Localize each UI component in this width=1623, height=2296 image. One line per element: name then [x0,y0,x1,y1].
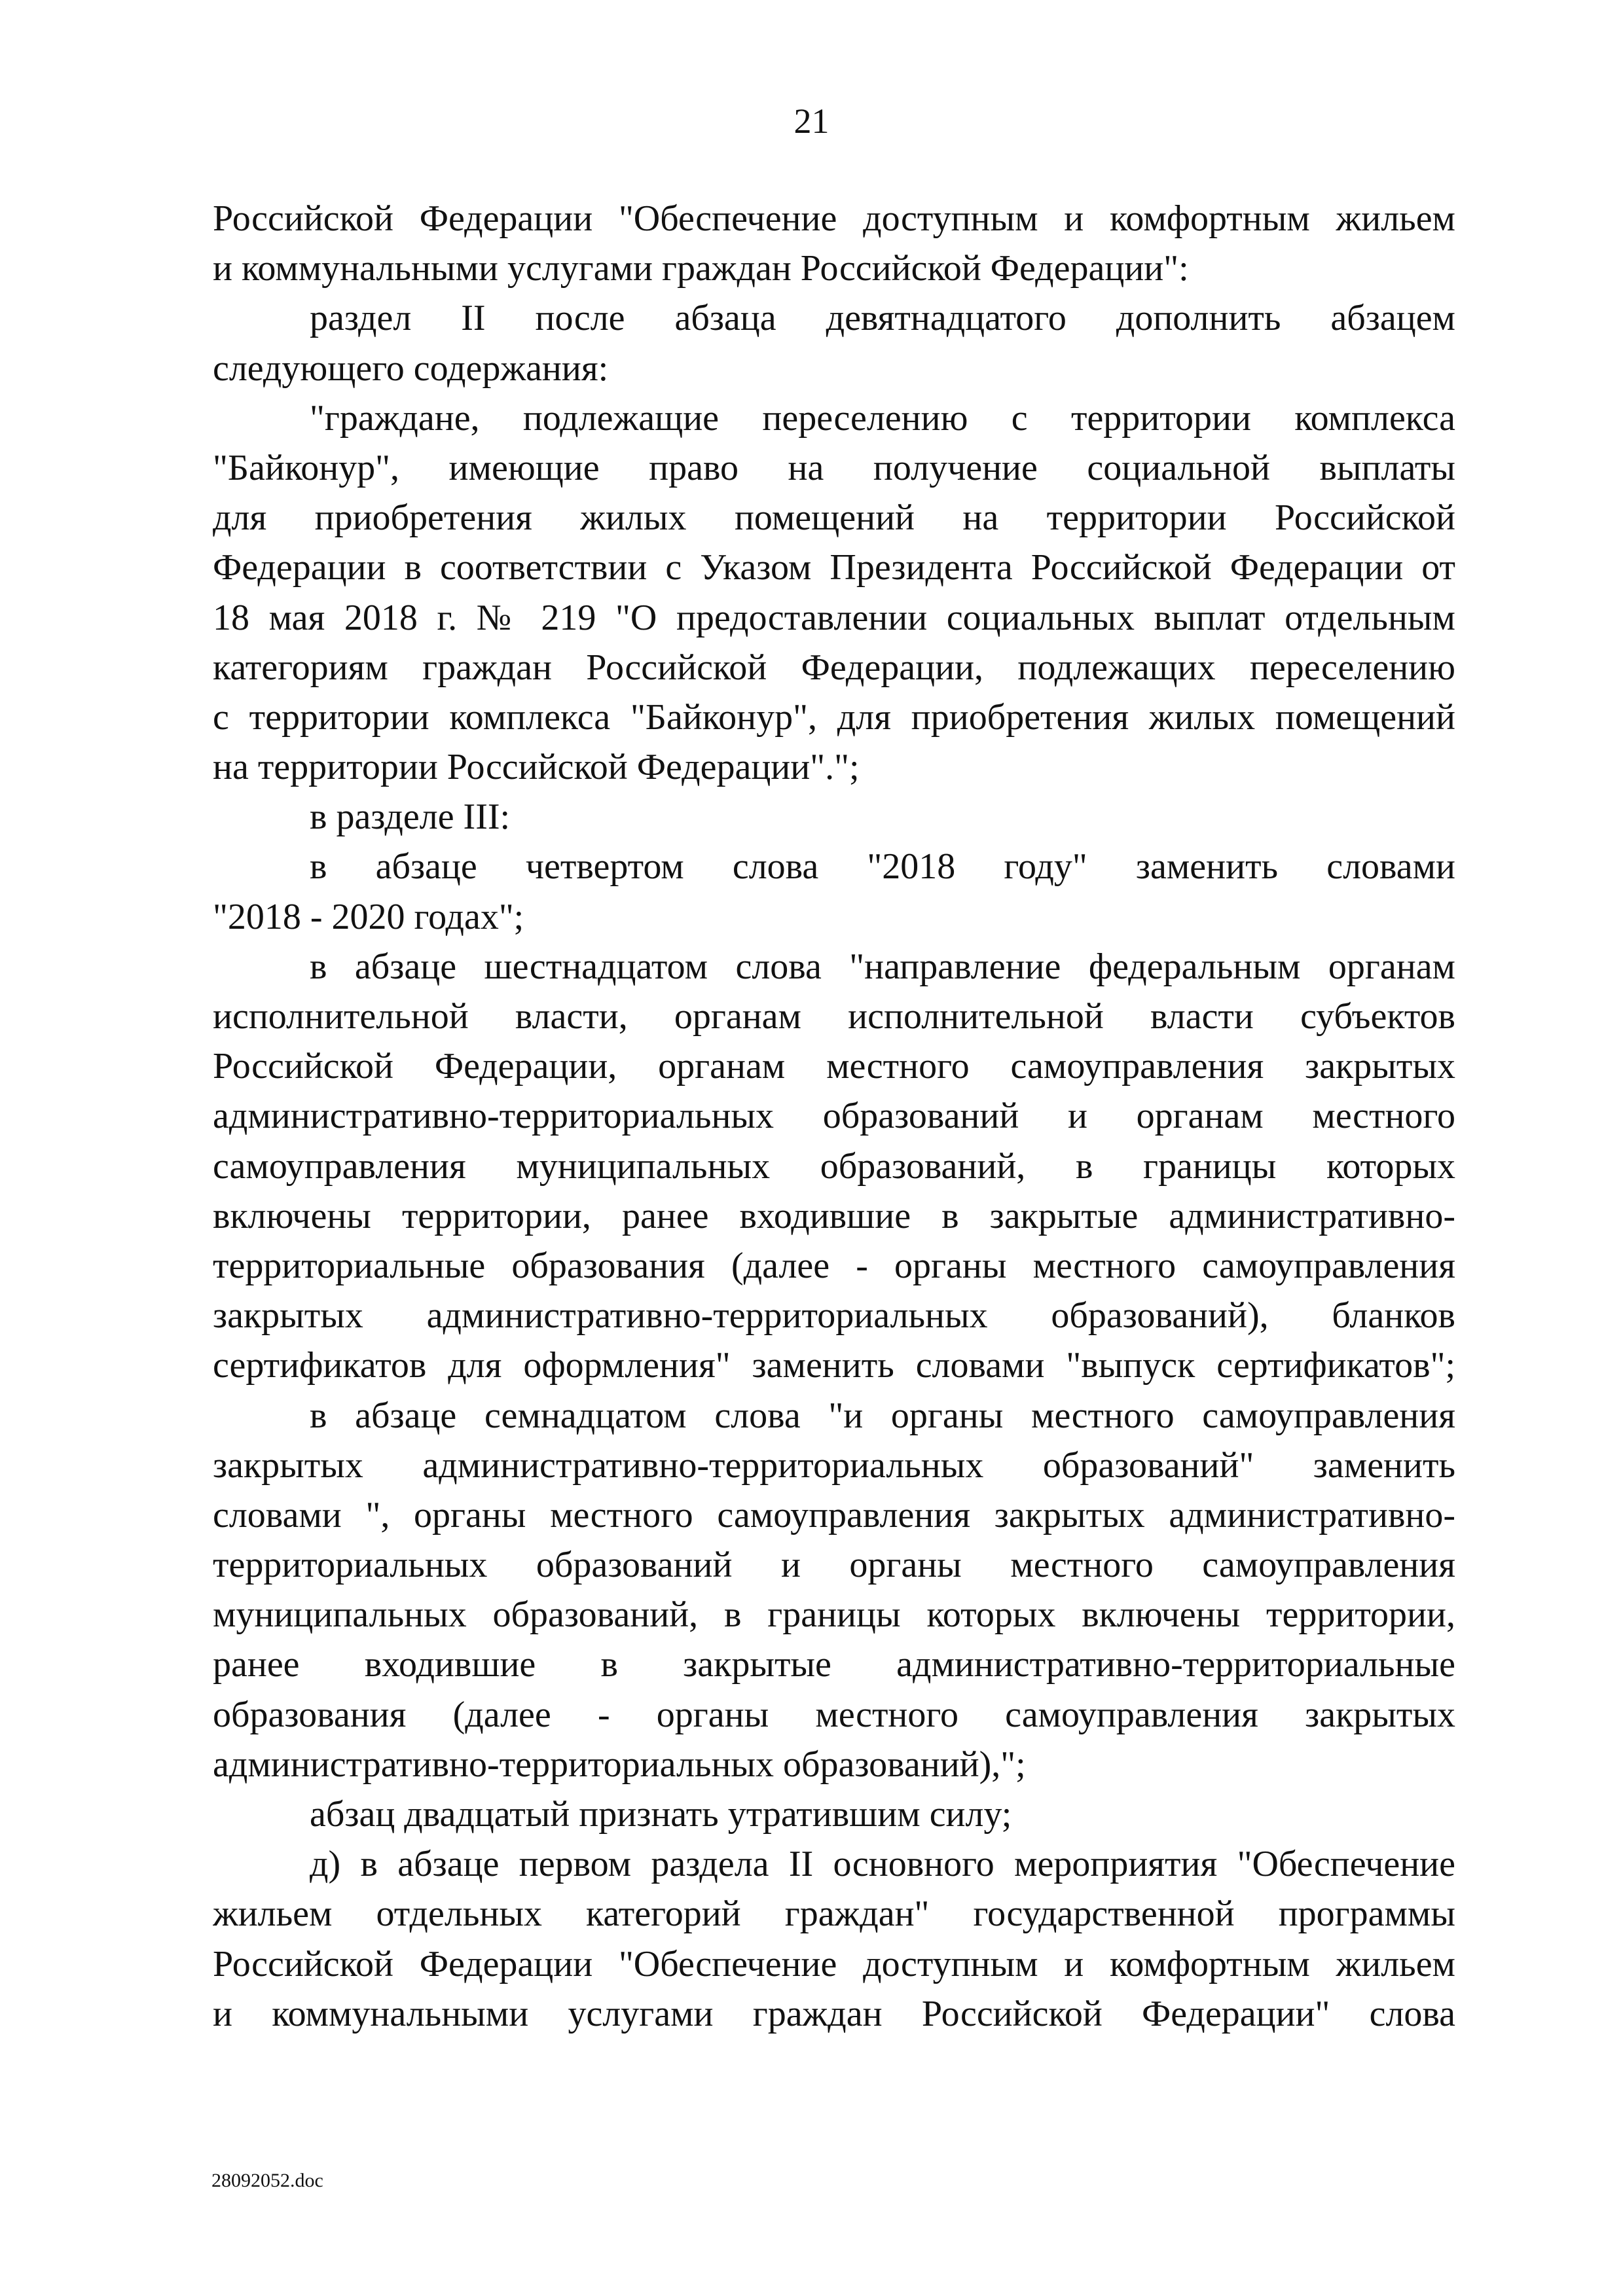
text-line: образования (далее - органы местного самоуправления закрытых [213,1694,1455,1735]
text-line: абзац двадцатый признать утратившим силу; [310,1794,1012,1835]
text-line: на территории Российской Федерации"."; [213,747,860,788]
document-body [213,194,1455,2039]
text-line: муниципальных образований, в границы которых включены территории, [213,1594,1455,1636]
text-line: самоуправления муниципальных образований, в границы которых [213,1145,1455,1187]
text-line: и коммунальными услугами граждан Российской Федерации": [213,248,1189,289]
footer-filename: 28092052.doc [211,2170,323,2191]
text-line: исполнительной власти, органам исполнительной власти субъектов [213,996,1455,1037]
text-line: сертификатов для оформления" заменить словами "выпуск сертификатов"; [213,1345,1455,1386]
text-line: ранее входившие в закрытые административно-территориальные [213,1644,1455,1685]
text-line: для приобретения жилых помещений на территории Российской [213,497,1455,539]
text-line: и коммунальными услугами граждан Российской Федерации" слова [213,1993,1455,2034]
text-line: закрытых административно-территориальных образований), бланков [213,1295,1455,1336]
text-line: территориальных образований и органы местного самоуправления [213,1545,1455,1586]
text-line: "2018 - 2020 годах"; [213,896,524,937]
text-line: Российской Федерации "Обеспечение доступным и комфортным жильем [213,198,1455,239]
text-line: Российской Федерации "Обеспечение доступным и комфортным жильем [213,1943,1455,1984]
text-line: закрытых административно-территориальных образований" заменить [213,1444,1455,1486]
text-line: "Байконур", имеющие право на получение социальной выплаты [213,447,1455,488]
text-line: раздел II после абзаца девятнадцатого дополнить абзацем [310,298,1455,339]
text-line: административно-территориальных образований),"; [213,1744,1026,1785]
text-line: Федерации в соответствии с Указом Президента Российской Федерации от [213,547,1455,588]
text-line: включены территории, ранее входившие в закрытые административно- [213,1195,1455,1236]
text-line: жильем отдельных категорий граждан" государственной программы [213,1893,1455,1935]
text-line: в разделе III: [310,797,511,838]
text-line: в абзаце семнадцатом слова "и органы местного самоуправления [310,1395,1455,1436]
text-line: в абзаце шестнадцатом слова "направление федеральным органам [310,946,1455,987]
text-line: категориям граждан Российской Федерации, подлежащих переселению [213,647,1455,688]
text-line: следующего содержания: [213,348,609,389]
text-line: территориальные образования (далее - органы местного самоуправления [213,1245,1455,1286]
text-line: с территории комплекса "Байконур", для приобретения жилых помещений [213,696,1455,738]
page-number: 21 [793,101,830,141]
text-line: в абзаце четвертом слова "2018 году" заменить словами [310,846,1455,888]
text-line: административно-территориальных образований и органам местного [213,1096,1455,1137]
text-line: 18 мая 2018 г. № 219 "О предоставлении социальных выплат отдельным [213,597,1455,638]
text-line: "граждане, подлежащие переселению с территории комплекса [310,397,1455,439]
text-line: д) в абзаце первом раздела II основного мероприятия "Обеспечение [310,1844,1455,1885]
text-line: словами ", органы местного самоуправления закрытых административно- [213,1494,1455,1535]
text-line: Российской Федерации, органам местного самоуправления закрытых [213,1046,1455,1087]
